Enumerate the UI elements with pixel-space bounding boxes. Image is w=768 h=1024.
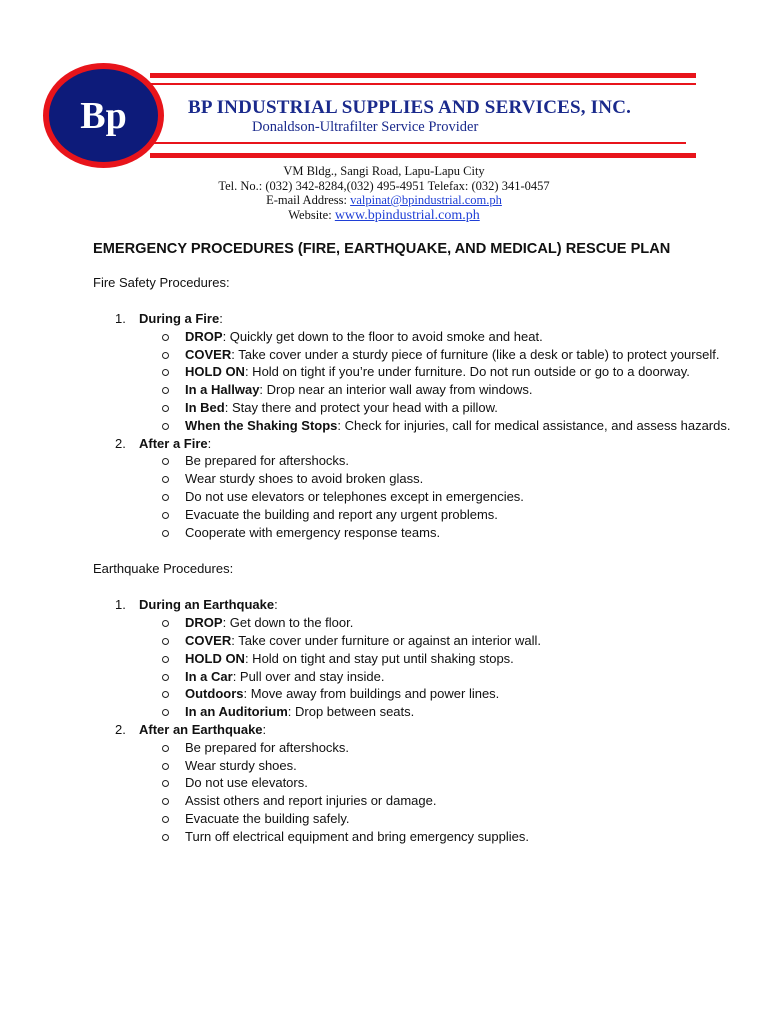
header-red-rule-bottom-thin bbox=[150, 142, 686, 144]
email-link[interactable]: valpinat@bpindustrial.com.ph bbox=[350, 193, 502, 207]
company-tagline: Donaldson-Ultrafilter Service Provider bbox=[252, 119, 479, 135]
website-line bbox=[0, 208, 768, 224]
item-text: Evacuate the building safely. bbox=[185, 810, 350, 826]
item-keyword: DROP bbox=[185, 615, 223, 631]
procedure-step bbox=[93, 310, 733, 435]
item-text: Turn off electrical equipment and bring emergency supplies. bbox=[185, 828, 529, 844]
item-text: : Take cover under a sturdy piece of furniture (like a desk or table) to protect yourself. bbox=[231, 346, 720, 362]
email-line bbox=[0, 193, 768, 208]
hollow-circle-bullet-icon bbox=[162, 458, 169, 465]
item-keyword: COVER bbox=[185, 632, 232, 648]
step-item-list bbox=[139, 328, 733, 435]
procedure-step bbox=[93, 435, 733, 542]
step-heading: After a Fire bbox=[139, 435, 208, 451]
telephone-line: Tel. No.: (032) 342-8284,(032) 495-4951 Telefax: (032) 341-0457 bbox=[218, 178, 550, 193]
item-keyword: In a Hallway bbox=[185, 382, 260, 398]
list-item bbox=[139, 470, 733, 488]
item-keyword: Outdoors bbox=[185, 686, 244, 702]
list-item bbox=[139, 828, 733, 846]
item-text: Assist others and report injuries or damage. bbox=[185, 793, 437, 809]
contact-block bbox=[0, 164, 768, 223]
list-item bbox=[139, 792, 733, 810]
item-text: : Hold on tight if you’re under furniture. Do not run outside or go to a doorway. bbox=[244, 364, 690, 380]
hollow-circle-bullet-icon bbox=[162, 834, 169, 841]
hollow-circle-bullet-icon bbox=[162, 512, 169, 519]
item-text: Cooperate with emergency response teams. bbox=[185, 524, 441, 540]
address-line: VM Bldg., Sangi Road, Lapu-Lapu City bbox=[283, 164, 485, 178]
list-item bbox=[139, 739, 733, 757]
item-keyword: In Bed bbox=[185, 399, 225, 415]
list-item bbox=[139, 328, 733, 346]
hollow-circle-bullet-icon bbox=[162, 476, 169, 483]
step-heading: During an Earthquake bbox=[139, 597, 275, 613]
item-text: Be prepared for aftershocks. bbox=[185, 453, 350, 469]
company-name: BP INDUSTRIAL SUPPLIES AND SERVICES, INC. bbox=[188, 97, 632, 118]
step-item-list bbox=[139, 614, 733, 721]
sections-container bbox=[93, 274, 733, 846]
document-body bbox=[93, 240, 733, 846]
list-item bbox=[139, 774, 733, 792]
procedure-step bbox=[93, 721, 733, 846]
hollow-circle-bullet-icon bbox=[162, 620, 169, 627]
list-item bbox=[139, 488, 733, 506]
hollow-circle-bullet-icon bbox=[162, 638, 169, 645]
item-text: : Move away from buildings and power lines. bbox=[243, 686, 500, 702]
email-label: E-mail Address: bbox=[266, 193, 351, 207]
item-text: : Quickly get down to the floor to avoid smoke and heat. bbox=[222, 328, 543, 344]
step-heading: During a Fire bbox=[139, 311, 220, 326]
list-item bbox=[139, 668, 733, 686]
header-red-rule-top-thin bbox=[150, 83, 696, 85]
list-item bbox=[139, 363, 733, 381]
hollow-circle-bullet-icon bbox=[162, 334, 169, 341]
item-keyword: DROP bbox=[185, 328, 223, 344]
logo-text: Bp bbox=[49, 69, 158, 162]
list-item bbox=[139, 346, 733, 364]
list-item bbox=[139, 703, 733, 721]
website-label: Website: bbox=[288, 207, 335, 222]
item-keyword: In a Car bbox=[185, 668, 233, 684]
item-text: Evacuate the building and report any urgent problems. bbox=[185, 506, 498, 522]
step-number: 1. bbox=[115, 597, 126, 613]
list-item bbox=[139, 632, 733, 650]
step-heading-colon: : bbox=[219, 311, 223, 326]
item-keyword: COVER bbox=[185, 346, 232, 362]
hollow-circle-bullet-icon bbox=[162, 709, 169, 716]
company-logo bbox=[43, 63, 164, 168]
section-title: Fire Safety Procedures: bbox=[93, 275, 230, 290]
header-red-rule-bottom-thick bbox=[150, 153, 696, 158]
list-item bbox=[139, 685, 733, 703]
list-item bbox=[139, 810, 733, 828]
item-keyword: HOLD ON bbox=[185, 364, 245, 380]
hollow-circle-bullet-icon bbox=[162, 530, 169, 537]
hollow-circle-bullet-icon bbox=[162, 494, 169, 501]
list-item bbox=[139, 524, 733, 542]
hollow-circle-bullet-icon bbox=[162, 423, 169, 430]
hollow-circle-bullet-icon bbox=[162, 763, 169, 770]
item-text: : Stay there and protect your head with a pillow. bbox=[224, 399, 498, 415]
item-text: : Drop near an interior wall away from windows. bbox=[259, 382, 533, 398]
item-text: Do not use elevators. bbox=[185, 775, 308, 791]
item-keyword: When the Shaking Stops bbox=[185, 417, 338, 433]
hollow-circle-bullet-icon bbox=[162, 352, 169, 359]
hollow-circle-bullet-icon bbox=[162, 369, 169, 376]
hollow-circle-bullet-icon bbox=[162, 387, 169, 394]
hollow-circle-bullet-icon bbox=[162, 780, 169, 787]
item-text: Wear sturdy shoes to avoid broken glass. bbox=[185, 471, 424, 487]
procedure-steps bbox=[93, 596, 733, 845]
item-text: : Get down to the floor. bbox=[222, 615, 354, 631]
list-item bbox=[139, 650, 733, 668]
item-text: : Check for injuries, call for medical assistance, and assess hazards. bbox=[337, 417, 731, 433]
header-red-rule-top-thick bbox=[150, 73, 696, 78]
letterhead bbox=[0, 0, 768, 235]
list-item bbox=[139, 417, 733, 435]
step-heading-colon: : bbox=[262, 721, 267, 737]
hollow-circle-bullet-icon bbox=[162, 405, 169, 412]
hollow-circle-bullet-icon bbox=[162, 798, 169, 805]
list-item bbox=[139, 757, 733, 775]
item-keyword: HOLD ON bbox=[185, 650, 245, 666]
procedure-steps bbox=[93, 310, 733, 541]
list-item bbox=[139, 452, 733, 470]
item-keyword: In an Auditorium bbox=[185, 704, 288, 720]
item-text: Be prepared for aftershocks. bbox=[185, 739, 350, 755]
hollow-circle-bullet-icon bbox=[162, 816, 169, 823]
document-title: EMERGENCY PROCEDURES (FIRE, EARTHQUAKE, AND MEDICAL) RESCUE PLAN bbox=[93, 241, 671, 257]
list-item bbox=[139, 381, 733, 399]
item-text: : Take cover under furniture or against an interior wall. bbox=[231, 632, 541, 648]
item-text: Wear sturdy shoes. bbox=[185, 757, 297, 773]
list-item bbox=[139, 399, 733, 417]
list-item bbox=[139, 506, 733, 524]
list-item bbox=[139, 614, 733, 632]
procedure-step bbox=[93, 596, 733, 721]
step-heading: After an Earthquake bbox=[139, 721, 263, 737]
item-text: : Hold on tight and stay put until shaking stops. bbox=[244, 650, 514, 666]
step-number: 2. bbox=[115, 435, 126, 451]
website-link[interactable]: www.bpindustrial.com.ph bbox=[334, 207, 480, 223]
item-text: Do not use elevators or telephones except in emergencies. bbox=[185, 488, 524, 504]
step-heading-colon: : bbox=[207, 435, 212, 451]
hollow-circle-bullet-icon bbox=[162, 674, 169, 681]
hollow-circle-bullet-icon bbox=[162, 691, 169, 698]
step-item-list bbox=[139, 739, 733, 846]
step-heading-colon: : bbox=[274, 597, 278, 613]
step-number: 2. bbox=[115, 721, 126, 737]
hollow-circle-bullet-icon bbox=[162, 745, 169, 752]
item-text: : Drop between seats. bbox=[287, 704, 415, 720]
section-title: Earthquake Procedures: bbox=[93, 561, 234, 577]
item-text: : Pull over and stay inside. bbox=[232, 668, 385, 684]
step-item-list bbox=[139, 452, 733, 541]
step-number: 1. bbox=[115, 311, 126, 326]
hollow-circle-bullet-icon bbox=[162, 656, 169, 663]
